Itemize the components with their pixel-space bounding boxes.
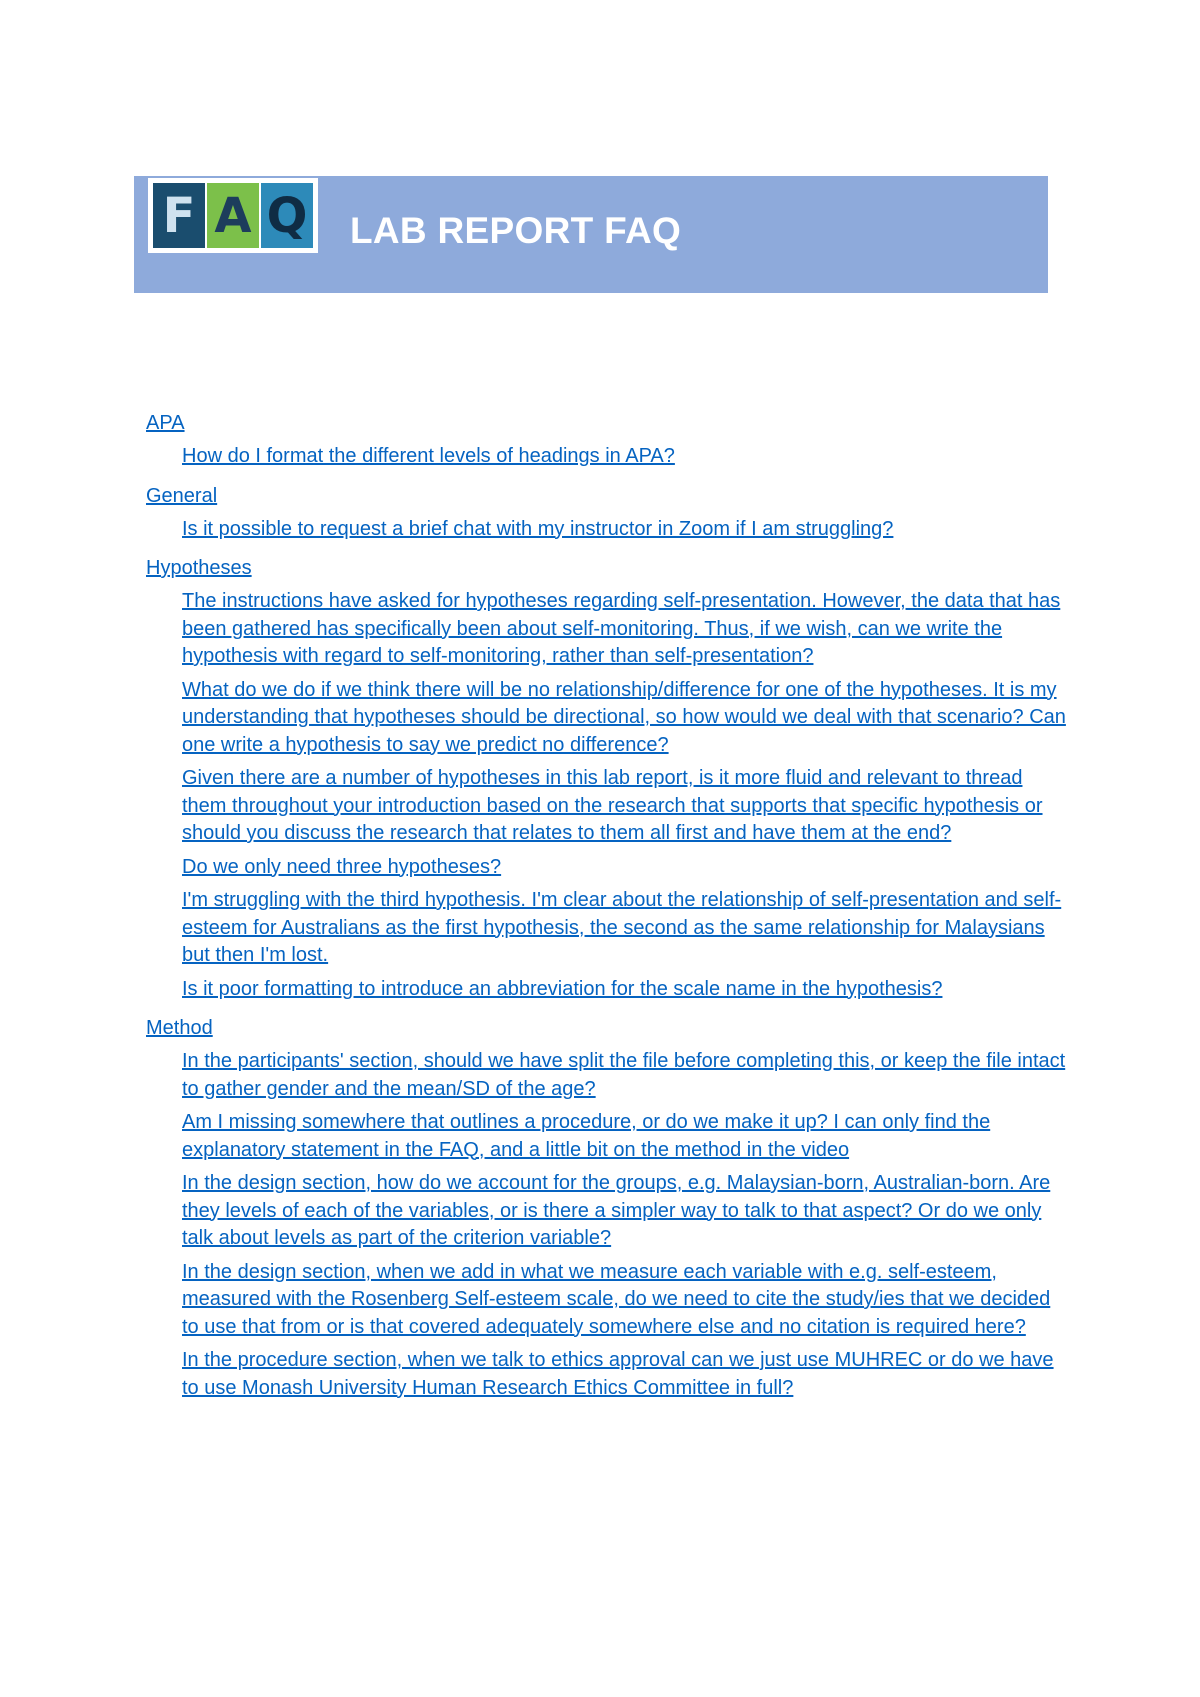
list-item: [182, 1259, 1066, 1342]
header-banner: [134, 176, 1048, 293]
section-link-general[interactable]: General: [146, 484, 218, 507]
toc-section-apa: [146, 410, 1066, 471]
page-title: LAB REPORT FAQ: [350, 210, 682, 251]
toc-section-hypotheses: [146, 555, 1066, 1003]
list-item: [182, 765, 1066, 848]
faq-link[interactable]: In the participants' section, should we have split the file before completing this, or keep the file intact to gather gender and the mean/SD of the age?: [182, 1050, 1066, 1100]
list-item: [182, 588, 1066, 671]
section-items: [182, 516, 1066, 544]
faq-link[interactable]: Is it possible to request a brief chat with my instructor in Zoom if I am struggling?: [182, 517, 894, 540]
section-link-method[interactable]: Method: [146, 1017, 213, 1039]
list-item: [182, 1170, 1066, 1253]
faq-link[interactable]: What do we do if we think there will be no relationship/difference for one of the hypotheses. It is my understanding that hypotheses should be directional, so how would we deal with that scenario? Can one write a hypothesis to say we predict no difference?: [182, 678, 1066, 756]
faq-link[interactable]: Is it poor formatting to introduce an abbreviation for the scale name in the hypothesis?: [182, 977, 943, 1000]
list-item: [182, 1048, 1066, 1103]
section-items: [182, 1048, 1066, 1402]
logo-letter-q: Q: [261, 183, 313, 248]
logo-letter-a: A: [207, 183, 259, 248]
faq-link[interactable]: I'm struggling with the third hypothesis. I'm clear about the relationship of self-presentation and self-esteem for Australians as the first hypothesis, the second as the same relationship for Malaysians but then I'm lost.: [182, 889, 1062, 966]
table-of-contents: [146, 410, 1066, 1414]
faq-link[interactable]: Am I missing somewhere that outlines a procedure, or do we make it up? I can only find the explanatory statement in the FAQ, and a little bit on the method in the video: [182, 1111, 991, 1161]
toc-section-method: [146, 1015, 1066, 1402]
list-item: [182, 677, 1066, 760]
faq-link[interactable]: In the procedure section, when we talk to ethics approval can we just use MUHREC or do we have to use Monash University Human Research Ethics Committee in full?: [182, 1349, 1054, 1399]
faq-logo: [148, 178, 318, 253]
list-item: [182, 1347, 1066, 1402]
faq-link[interactable]: How do I format the different levels of headings in APA?: [182, 445, 675, 467]
section-items: [182, 588, 1066, 1003]
section-link-hypotheses[interactable]: Hypotheses: [146, 557, 252, 579]
list-item: [182, 854, 1066, 882]
faq-link[interactable]: Do we only need three hypotheses?: [182, 855, 502, 878]
toc-section-general: [146, 483, 1066, 544]
faq-link[interactable]: In the design section, how do we account for the groups, e.g. Malaysian-born, Australian-born. Are they levels of each of the variables, or is there a simpler way to talk to that aspect? Or do we only talk about levels as part of the criterion variable?: [182, 1172, 1051, 1249]
list-item: [182, 443, 1066, 471]
list-item: [182, 976, 1066, 1004]
section-link-apa[interactable]: APA: [146, 412, 185, 434]
faq-link[interactable]: In the design section, when we add in what we measure each variable with e.g. self-esteem, measured with the Rosenberg Self-esteem scale, do we need to cite the study/ies that we decided to use that from or is that covered adequately somewhere else and no citation is required here?: [182, 1260, 1051, 1338]
list-item: [182, 887, 1066, 970]
faq-link[interactable]: The instructions have asked for hypotheses regarding self-presentation. However, the data that has been gathered has specifically been about self-monitoring. Thus, if we wish, can we write the hypothesis with regard to self-monitoring, rather than self-presentation?: [182, 590, 1061, 667]
section-items: [182, 443, 1066, 471]
faq-link[interactable]: Given there are a number of hypotheses in this lab report, is it more fluid and relevant to thread them throughout your introduction based on the research that supports that specific hypothesis or should you discuss the research that relates to them all first and have them at the end?: [182, 767, 1043, 844]
logo-letter-f: F: [153, 183, 205, 248]
list-item: [182, 1109, 1066, 1164]
list-item: [182, 516, 1066, 544]
